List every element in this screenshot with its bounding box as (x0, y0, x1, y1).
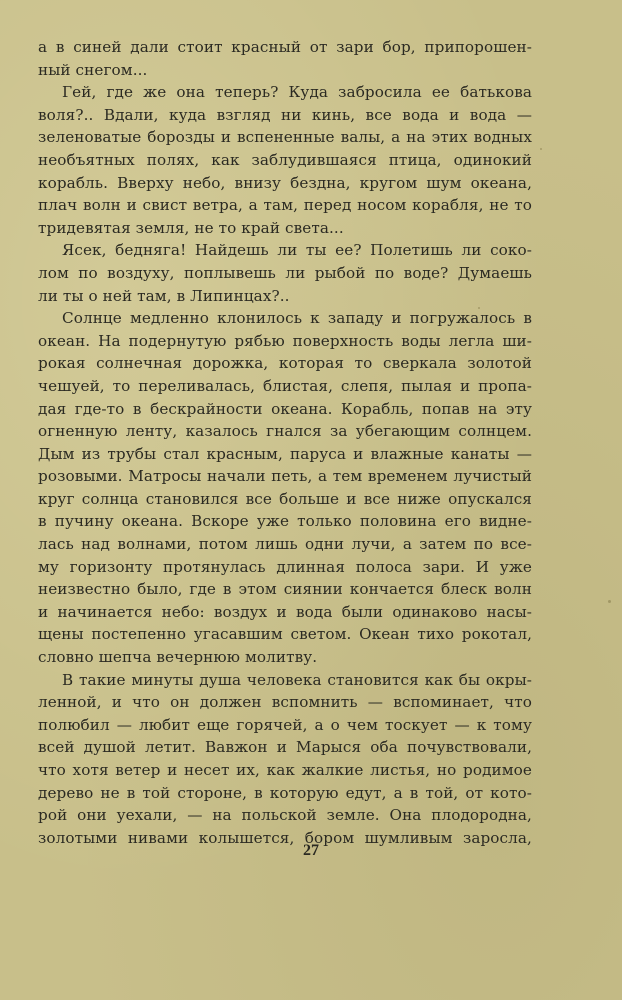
text-line: воля?.. Вдали, куда взгляд ни кинь, все вода и вода — (38, 105, 532, 124)
text-line: тридевятая земля, не то край света... (38, 218, 344, 237)
text-line: рой они уехали, — на польской земле. Она плодородна, (38, 806, 532, 825)
text-line: дерево не в той стороне, в которую едут, а в той, от кото- (38, 783, 532, 802)
text-line: ный снегом... (38, 60, 148, 79)
paper-speck (540, 148, 542, 150)
text-line: му горизонту протянулась длинная полоса зари. И уже (38, 557, 532, 576)
text-line: словно шепча вечернюю молитву. (38, 648, 318, 667)
text-line: и начинается небо: воздух и вода были одинаково насы- (38, 602, 532, 621)
text-line: В такие минуты душа человека становится как бы окры- (62, 670, 532, 689)
text-line: океан. На подернутую рябью поверхность воды легла ши- (38, 331, 532, 350)
page-body (38, 36, 532, 849)
page-number: 27 (303, 842, 319, 859)
text-line: круг солнца становился все больше и все ниже опускался (38, 489, 532, 508)
text-line: зеленоватые борозды и вспененные валы, а на этих водных (38, 128, 532, 147)
text-line: корабль. Вверху небо, внизу бездна, кругом шум океана, (38, 173, 532, 192)
text-line: чешуей, то переливалась, блистая, слепя, пылая и пропа- (38, 376, 532, 395)
text-line: ленной, и что он должен вспомнить — вспоминает, что (38, 693, 532, 712)
text-line: неизвестно было, где в этом сиянии кончается блеск волн (38, 580, 532, 599)
text-line: огненную ленту, казалось гнался за убегающим солнцем. (38, 422, 532, 441)
text-line: Дым из трубы стал красным, паруса и влажные канаты — (38, 444, 532, 463)
text-line: Гей, где же она теперь? Куда забросила ее батькова (62, 83, 532, 102)
text-line: необъятных полях, как заблудившаяся птица, одинокий (38, 150, 532, 169)
text-line: розовыми. Матросы начали петь, а тем временем лучистый (38, 467, 532, 486)
text-line: а в синей дали стоит красный от зари бор, припорошен- (38, 38, 532, 56)
paper-speck (608, 600, 611, 603)
text-line: рокая солнечная дорожка, которая то сверкала золотой (38, 354, 532, 373)
text-line: дая где-то в бескрайности океана. Корабль, попав на эту (38, 399, 532, 418)
text-line: золотыми нивами колышется, бором шумливым заросла, (38, 828, 532, 847)
text-line: Солнце медленно клонилось к западу и погружалось в (62, 309, 532, 328)
text-line: полюбил — любит еще горячей, а о чем тоскует — к тому (38, 715, 532, 734)
text-line: всей душой летит. Вавжон и Марыся оба почувствовали, (38, 738, 532, 757)
text-line: что хотя ветер и несет их, как жалкие листья, но родимое (38, 761, 532, 779)
text-line: Ясек, бедняга! Найдешь ли ты ее? Полетишь ли соко- (62, 241, 532, 260)
text-line: плач волн и свист ветра, а там, перед носом корабля, не то (38, 196, 532, 215)
text-line: в пучину океана. Вскоре уже только половина его видне- (38, 512, 532, 531)
paper-speck (478, 307, 480, 309)
text-line: ли ты о ней там, в Липинцах?.. (38, 286, 290, 305)
text-line: щены постепенно угасавшим светом. Океан тихо рокотал, (38, 625, 532, 644)
text-line: лась над волнами, потом лишь одни лучи, а затем по все- (38, 535, 532, 554)
text-line: лом по воздуху, поплывешь ли рыбой по воде? Думаешь (38, 263, 532, 282)
